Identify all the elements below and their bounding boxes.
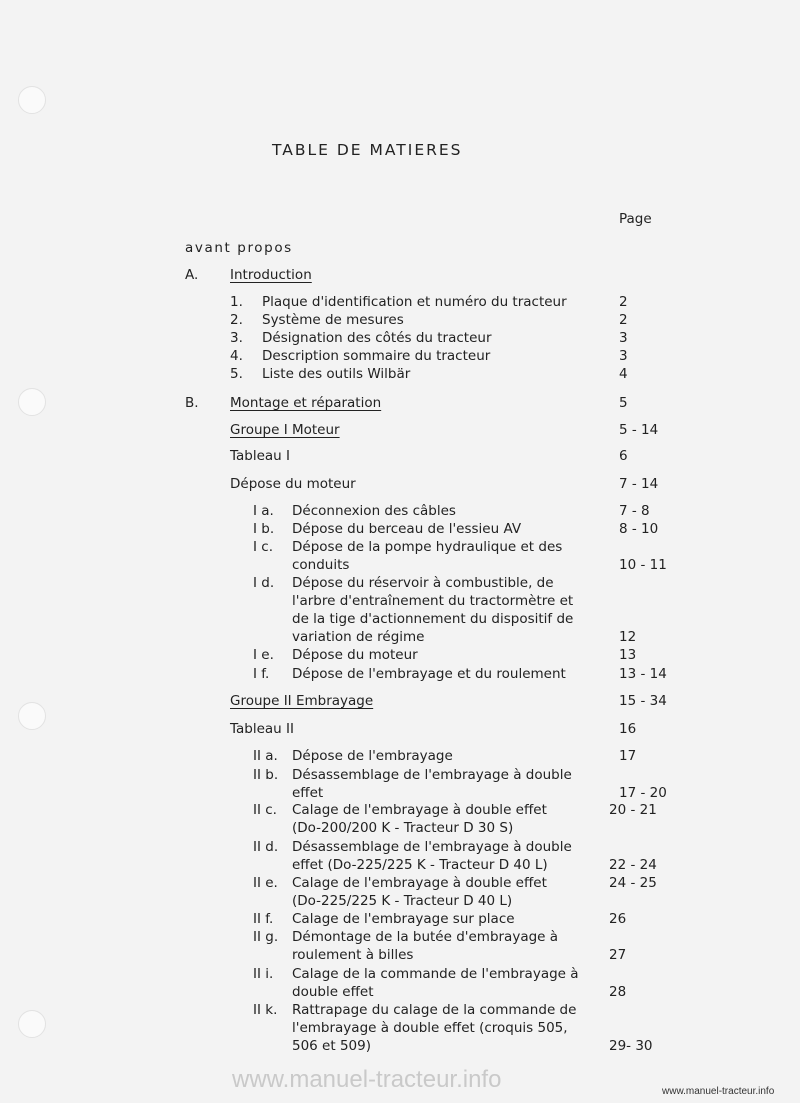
groupe-1-page: 5 - 14	[619, 422, 659, 438]
g2-item-line: roulement à billes	[292, 947, 414, 963]
groupe-2-page: 15 - 34	[619, 693, 667, 709]
g1-item-page: 13 - 14	[619, 666, 667, 682]
g1-item-line: Déconnexion des câbles	[292, 503, 456, 519]
g1-item-page: 7 - 8	[619, 503, 650, 519]
g1-item-code: I f.	[253, 666, 270, 682]
a-item-page: 3	[619, 348, 628, 364]
depose-moteur: Dépose du moteur	[230, 476, 356, 492]
a-item-num: 5.	[230, 366, 243, 382]
g2-item-page: 26	[609, 911, 627, 927]
g1-item-page: 10 - 11	[619, 557, 667, 573]
g2-item-line: Calage de la commande de l'embrayage à	[292, 966, 579, 982]
g2-item-code: II k.	[253, 1002, 278, 1018]
intro-heading: avant propos	[185, 240, 293, 256]
g2-item-code: II f.	[253, 911, 274, 927]
g1-item-line: Dépose du berceau de l'essieu AV	[292, 521, 522, 537]
punch-hole	[18, 86, 46, 114]
groupe-2-title: Groupe II Embrayage	[230, 693, 374, 709]
g1-item-code: I c.	[253, 539, 273, 555]
section-a-letter: A.	[185, 267, 199, 283]
g1-item-line: de la tige d'actionnement du dispositif de	[292, 611, 574, 627]
g2-item-code: II g.	[253, 929, 279, 945]
tableau-1: Tableau I	[230, 448, 291, 464]
g1-item-line: Dépose du moteur	[292, 647, 418, 663]
a-item-page: 2	[619, 312, 628, 328]
g2-item-line: Dépose de l'embrayage	[292, 748, 453, 764]
g1-item-line: Dépose de la pompe hydraulique et des	[292, 539, 563, 555]
g2-item-page: 20 - 21	[609, 802, 657, 818]
a-item-num: 1.	[230, 294, 243, 310]
g2-item-line: Calage de l'embrayage à double effet	[292, 875, 547, 891]
section-b-page: 5	[619, 395, 628, 411]
tableau-2-page: 16	[619, 721, 637, 737]
g2-item-line: Désassemblage de l'embrayage à double	[292, 767, 572, 783]
g2-item-code: II a.	[253, 748, 278, 764]
tableau-1-page: 6	[619, 448, 628, 464]
punch-hole	[18, 388, 46, 416]
g1-item-code: I a.	[253, 503, 274, 519]
depose-moteur-page: 7 - 14	[619, 476, 659, 492]
g2-item-code: II i.	[253, 966, 274, 982]
g1-item-line: conduits	[292, 557, 350, 573]
a-item-num: 2.	[230, 312, 243, 328]
page-column-header: Page	[619, 211, 652, 227]
g1-item-line: l'arbre d'entraînement du tractormètre et	[292, 593, 574, 609]
g2-item-line: (Do-200/200 K - Tracteur D 30 S)	[292, 820, 514, 836]
g2-item-line: Rattrapage du calage de la commande de	[292, 1002, 577, 1018]
a-item-text: Liste des outils Wilbär	[262, 366, 411, 382]
a-item-text: Désignation des côtés du tracteur	[262, 330, 492, 346]
g2-item-line: Démontage de la butée d'embrayage à	[292, 929, 559, 945]
a-item-page: 4	[619, 366, 628, 382]
g2-item-line: Calage de l'embrayage sur place	[292, 911, 515, 927]
g2-item-page: 29- 30	[609, 1038, 653, 1054]
watermark: www.manuel-tracteur.info	[232, 1066, 502, 1093]
g2-item-code: II e.	[253, 875, 278, 891]
section-b-title: Montage et réparation	[230, 395, 382, 411]
g1-item-page: 8 - 10	[619, 521, 659, 537]
g2-item-page: 28	[609, 984, 627, 1000]
punch-hole	[18, 1010, 46, 1038]
a-item-page: 2	[619, 294, 628, 310]
section-a-title: Introduction	[230, 267, 312, 283]
g1-item-code: I e.	[253, 647, 274, 663]
section-b-letter: B.	[185, 395, 199, 411]
g1-item-page: 13	[619, 647, 637, 663]
a-item-text: Système de mesures	[262, 312, 404, 328]
g2-item-line: (Do-225/225 K - Tracteur D 40 L)	[292, 893, 513, 909]
g2-item-line: effet	[292, 785, 324, 801]
g1-item-code: I b.	[253, 521, 275, 537]
g2-item-page: 17	[619, 748, 637, 764]
g2-item-page: 24 - 25	[609, 875, 657, 891]
a-item-page: 3	[619, 330, 628, 346]
page-title: TABLE DE MATIERES	[272, 141, 463, 159]
g2-item-page: 27	[609, 947, 627, 963]
g2-item-page: 17 - 20	[619, 785, 667, 801]
g2-item-line: Désassemblage de l'embrayage à double	[292, 839, 572, 855]
g2-item-code: II c.	[253, 802, 277, 818]
g1-item-line: Dépose de l'embrayage et du roulement	[292, 666, 566, 682]
g1-item-line: Dépose du réservoir à combustible, de	[292, 575, 554, 591]
g2-item-line: double effet	[292, 984, 374, 1000]
a-item-num: 3.	[230, 330, 243, 346]
g1-item-line: variation de régime	[292, 629, 425, 645]
g2-item-code: II b.	[253, 767, 279, 783]
a-item-text: Description sommaire du tracteur	[262, 348, 491, 364]
g2-item-line: effet (Do-225/225 K - Tracteur D 40 L)	[292, 857, 548, 873]
g2-item-line: Calage de l'embrayage à double effet	[292, 802, 547, 818]
footer-url: www.manuel-tracteur.info	[662, 1086, 775, 1097]
g1-item-code: I d.	[253, 575, 275, 591]
g2-item-line: 506 et 509)	[292, 1038, 371, 1054]
groupe-1-title: Groupe I Moteur	[230, 422, 340, 438]
a-item-text: Plaque d'identification et numéro du tracteur	[262, 294, 567, 310]
g2-item-code: II d.	[253, 839, 279, 855]
g1-item-page: 12	[619, 629, 637, 645]
g2-item-page: 22 - 24	[609, 857, 657, 873]
a-item-num: 4.	[230, 348, 243, 364]
tableau-2: Tableau II	[230, 721, 294, 737]
g2-item-line: l'embrayage à double effet (croquis 505,	[292, 1020, 568, 1036]
punch-hole	[18, 702, 46, 730]
